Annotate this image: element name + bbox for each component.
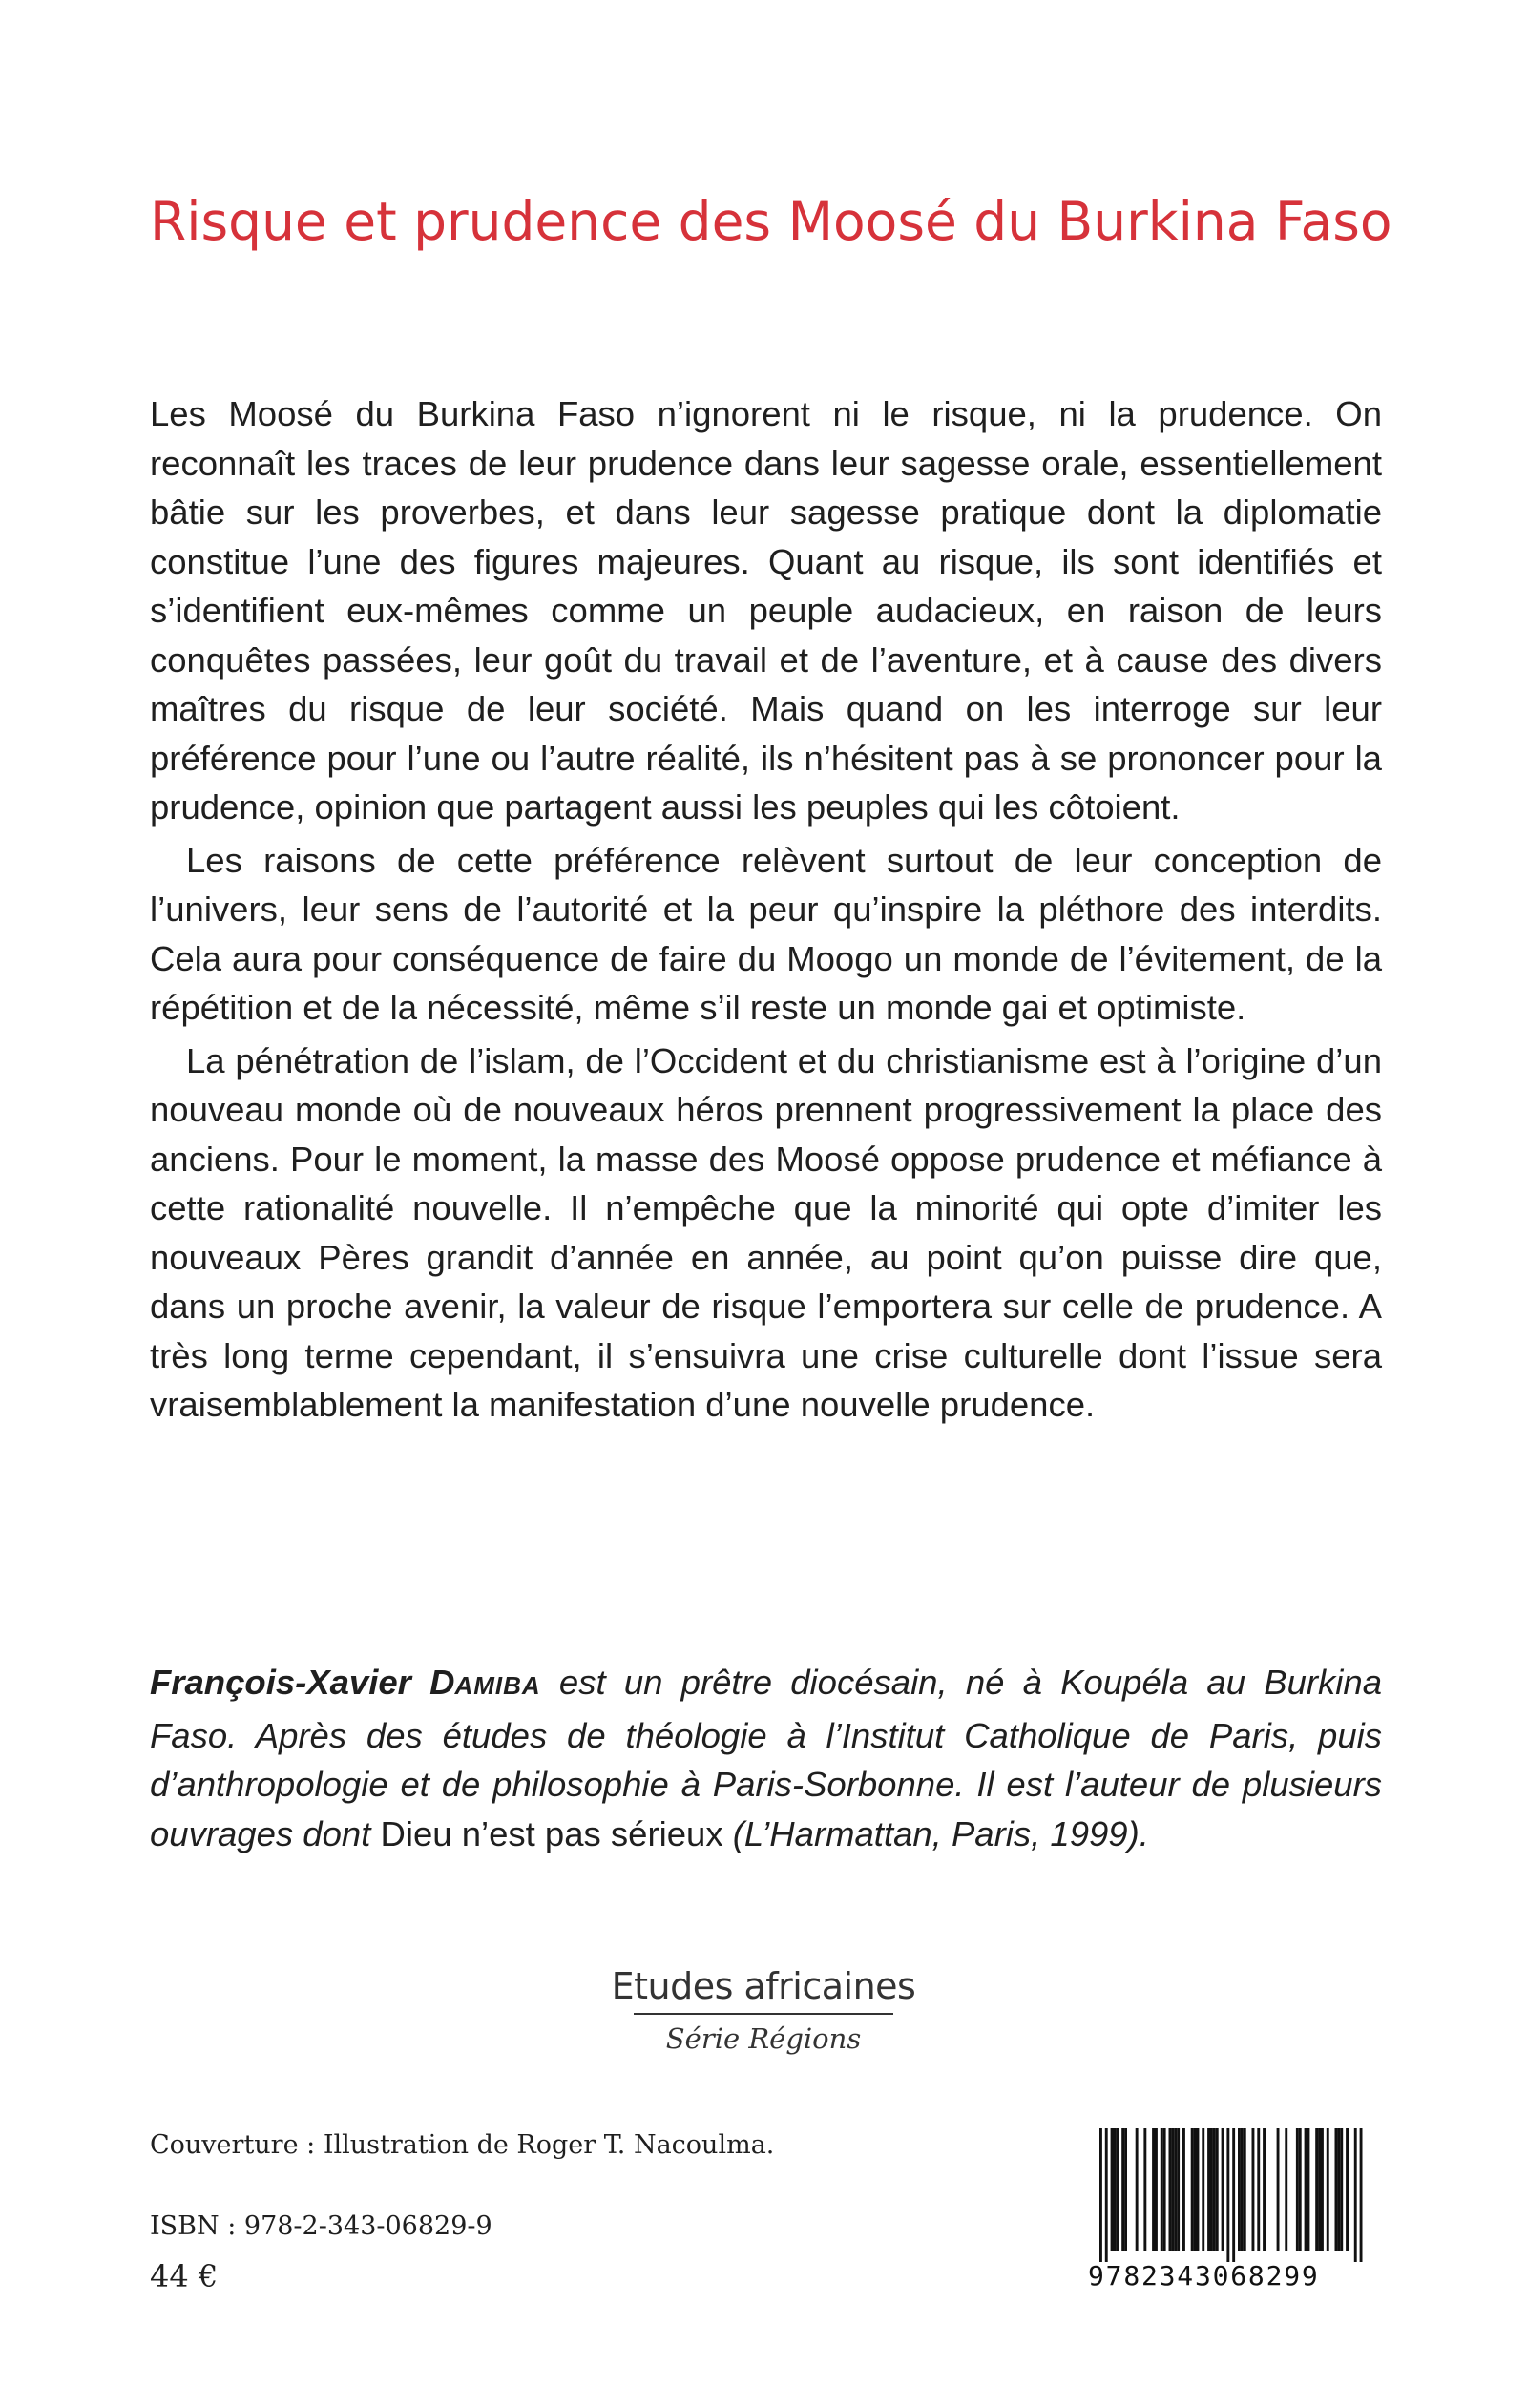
barcode-bar: [1252, 2128, 1255, 2251]
barcode-bar: [1136, 2128, 1139, 2251]
book-title: Risque et prudence des Moosé du Burkina Faso: [150, 191, 1392, 252]
barcode-bar: [1337, 2128, 1340, 2251]
barcode-bars: [1088, 2128, 1374, 2262]
series-divider: [634, 2013, 893, 2015]
series-name: Etudes africaines: [611, 1965, 916, 2007]
barcode-bar: [1346, 2128, 1349, 2251]
barcode-bar: [1210, 2128, 1213, 2251]
barcode-bar: [1111, 2128, 1114, 2251]
barcode-bar: [1114, 2128, 1117, 2251]
barcode-bar: [1299, 2128, 1302, 2251]
barcode-bar: [1263, 2128, 1266, 2251]
barcode-bar: [1354, 2128, 1357, 2262]
barcode-bar: [1315, 2128, 1318, 2251]
barcode-bar: [1305, 2128, 1307, 2251]
barcode-bar: [1360, 2128, 1363, 2262]
barcode-bar: [1177, 2128, 1180, 2251]
summary-text: [150, 389, 1382, 1434]
barcode-bar: [1285, 2128, 1287, 2251]
barcode-bar: [1307, 2128, 1310, 2251]
author-name: François-Xavier DAMIBA: [150, 1663, 541, 1702]
barcode-bar: [1161, 2128, 1163, 2251]
barcode-bar: [1321, 2128, 1324, 2251]
barcode-bar: [1197, 2128, 1200, 2251]
barcode-bar: [1238, 2128, 1241, 2251]
barcode-bar: [1340, 2128, 1343, 2251]
summary-paragraph-3: La pénétration de l’islam, de l’Occident et du christianisme est à l’origine d’un nouveau monde où de nouveaux héros prennent progressivement la place des anciens. Pour le moment, la masse des Moosé oppose prudence et méfiance à cette rationalité nouvelle. Il n’empêche que la minorité qui opte d’imiter les nouveaux Pères grandit d’année en année, au point qu’on puisse dire que, dans un proche avenir, la valeur de risque l’emportera sur celle de prudence. A très long terme cependant, il s’ensuivra une crise culturelle dont l’issue sera vraisemblablement la manifestation d’une nouvelle prudence.: [150, 1040, 1382, 1424]
bio-text: est un prêtre diocésain, né à Koupéla au Burkina Faso. Après des études de théologie à l’Institut Catholique de Paris, puis d’anthropologie et de philosophie à Paris-Sorbonne. Il est l’auteur de plusieurs ouvrages dont: [150, 1663, 1382, 1853]
barcode-bar: [1169, 2128, 1172, 2251]
barcode-bar: [1121, 2128, 1124, 2251]
series-logo: [573, 1961, 954, 2057]
summary-paragraph-2: Les raisons de cette préférence relèvent surtout de leur conception de l’univers, leur sens de l’autorité et la peur qu’inspire la pléthore des interdits. Cela aura pour conséquence de faire du Moogo un monde de l’évitement, de la répétition et de la nécessité, même s’il reste un monde gai et optimiste.: [150, 840, 1382, 1027]
price: 44 €: [150, 2258, 219, 2294]
barcode-bar: [1171, 2128, 1174, 2251]
summary-paragraph-1: Les Moosé du Burkina Faso n’ignorent ni le risque, ni la prudence. On reconnaît les traces de leur prudence dans leur sagesse orale, essentiellement bâtie sur les proverbes, et dans leur sagesse pratique dont la diplomatie constitue l’une des figures majeures. Quant au risque, ils sont identifiés et s’identifient eux-mêmes comme un peuple audacieux, en raison de leurs conquêtes passées, leur goût du travail et de l’aventure, et à cause des divers maîtres du risque de leur société. Mais quand on les interroge sur leur préférence pour l’une ou l’autre réalité, ils n’hésitent pas à se prononcer pour la prudence, opinion que partagent aussi les peuples qui les côtoient.: [150, 394, 1382, 827]
barcode-bar: [1222, 2128, 1224, 2251]
barcode-bar: [1182, 2128, 1185, 2251]
series-subtitle: Série Régions: [665, 2022, 862, 2055]
barcode-bar: [1194, 2128, 1197, 2251]
barcode-bar: [1257, 2128, 1260, 2251]
barcode-bar: [1213, 2128, 1216, 2251]
barcode-bar: [1152, 2128, 1155, 2251]
barcode-bar: [1202, 2128, 1204, 2251]
barcode-bar: [1318, 2128, 1321, 2251]
author-bio: [150, 1658, 1382, 1858]
barcode-bar: [1124, 2128, 1127, 2251]
barcode-bar: [1105, 2128, 1108, 2262]
bio-book-title: Dieu n’est pas sérieux: [380, 1813, 723, 1853]
barcode-bar: [1099, 2128, 1102, 2262]
isbn: ISBN : 978-2-343-06829-9: [150, 2211, 492, 2241]
barcode-bar: [1277, 2128, 1280, 2251]
barcode-bar: [1174, 2128, 1177, 2251]
barcode-bar: [1244, 2128, 1246, 2251]
barcode-bar: [1143, 2128, 1146, 2251]
barcode-bar: [1296, 2128, 1299, 2251]
barcode-bar: [1335, 2128, 1338, 2251]
barcode-bar: [1216, 2128, 1219, 2251]
barcode-digits: 9782343068299: [1088, 2260, 1320, 2292]
barcode-bar: [1207, 2128, 1210, 2251]
barcode-bar: [1232, 2128, 1235, 2262]
barcode-bar: [1163, 2128, 1166, 2251]
cover-credits: Couverture : Illustration de Roger T. Nacoulma.: [150, 2130, 775, 2160]
barcode-bar: [1116, 2128, 1119, 2251]
barcode-bar: [1191, 2128, 1194, 2251]
barcode-bar: [1241, 2128, 1244, 2251]
bio-publisher: (L’Harmattan, Paris, 1999).: [722, 1813, 1149, 1853]
barcode-bar: [1327, 2128, 1329, 2251]
barcode-bar: [1155, 2128, 1158, 2251]
barcode-bar: [1226, 2128, 1229, 2262]
